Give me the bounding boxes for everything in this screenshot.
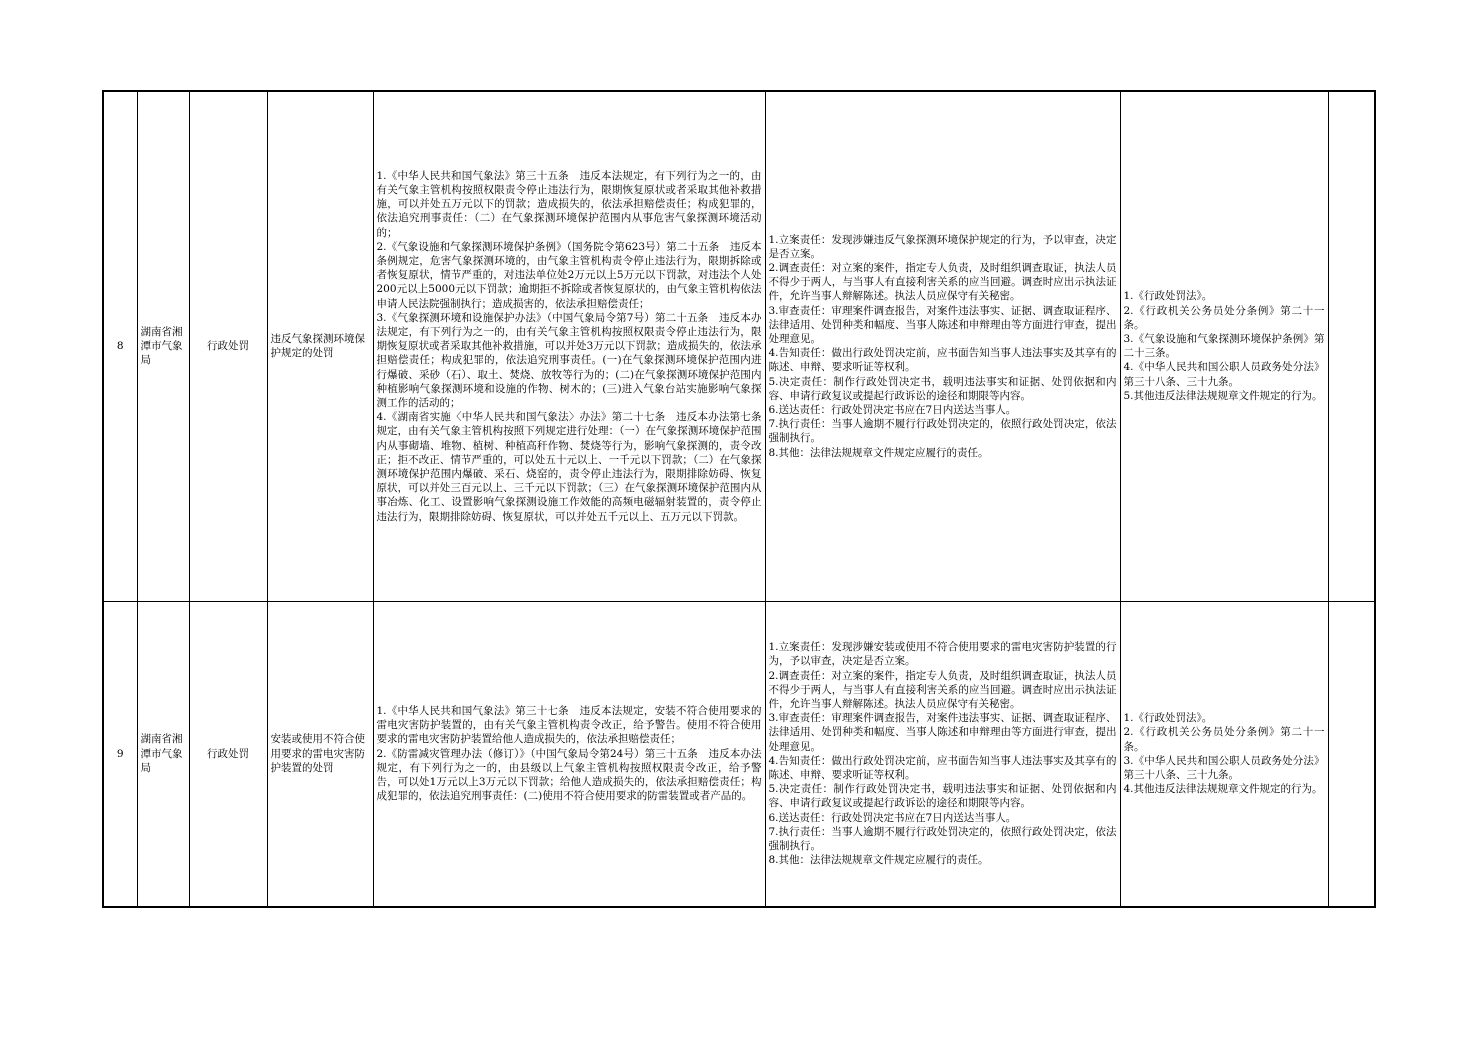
responsibility-cell: [765, 91, 1120, 601]
item-name-cell: 违反气象探测环境保护规定的处罚: [267, 91, 373, 601]
responsibility-item: 8.其他：法律法规规章文件规定应履行的责任。: [768, 446, 989, 459]
responsibility-item: 3.审查责任：审理案件调查报告，对案件违法事实、证据、调查取证程序、法律适用、处罚种类和幅度、当事人陈述和申辩理由等方面进行审查，提出处理意见。: [768, 304, 1117, 346]
note-cell: [1328, 601, 1375, 907]
legal-basis-item: 3.《气象探测环境和设施保护办法》（中国气象局令第7号）第二十五条 违反本办法规定，有下列行为之一的，由有关气象主管机构按照权限责令停止违法行为，限期恢复原状或者采取其他补救措施，可以并处3万元以下罚款；造成损失的，依法承担赔偿责任；构成犯罪的，依法追究刑事责任。(一)在气象探测环境保护范围内进行爆破、采砂（石）、取土、焚烧、放牧等行为的；(二)在气象探测环境保护范围内种植影响气象探测环境和设施的作物、树木的；(三)进入气象台站实施影响气象探测工作的活动的；: [376, 311, 762, 409]
table-row: [103, 91, 1375, 601]
legal-basis-item: 2.《气象设施和气象探测环境保护条例》（国务院令第623号）第二十五条 违反本条例规定，危害气象探测环境的，由气象主管机构责令停止违法行为，限期拆除或者恢复原状，情节严重的，对违法单位处2万元以上5万元以下罚款，对违法个人处200元以上5000元以下罚款；逾期拒不拆除或者恢复原状的，由气象主管机构依法申请人民法院强制执行；造成损害的，依法承担赔偿责任；: [376, 240, 762, 310]
power-type-cell: 行政处罚: [189, 601, 267, 907]
responsibility-cell: [765, 601, 1120, 907]
responsibility-item: 4.告知责任：做出行政处罚决定前，应书面告知当事人违法事实及其享有的陈述、申辩、要求听证等权利。: [768, 754, 1117, 781]
accountability-cell: [1120, 601, 1328, 907]
item-name-cell: 安装或使用不符合使用要求的雷电灾害防护装置的处罚: [267, 601, 373, 907]
accountability-item: 4.其他违反法律法规规章文件规定的行为。: [1123, 783, 1323, 796]
legal-basis-item: 1.《中华人民共和国气象法》第三十五条 违反本法规定，有下列行为之一的，由有关气象主管机构按照权限责令停止违法行为，限期恢复原状或者采取其他补救措施，可以并处五万元以下的罚款；造成损失的，依法承担赔偿责任；构成犯罪的，依法追究刑事责任：（二）在气象探测环境保护范围内从事危害气象探测环境活动的；: [376, 169, 762, 239]
responsibility-item: 2.调查责任：对立案的案件，指定专人负责，及时组织调查取证，执法人员不得少于两人，与当事人有直接利害关系的应当回避。调查时应出示执法证件，允许当事人辩解陈述。执法人员应保守有关秘密。: [768, 669, 1117, 710]
department-cell: 湖南省湘潭市气象局: [137, 91, 189, 601]
legal-basis-item: 2.《防雷减灾管理办法（修订）》（中国气象局令第24号）第三十五条 违反本办法规定，有下列行为之一的，由县级以上气象主管机构按照权限责令改正，给予警告，可以处1万元以上3万元以下罚款；给他人造成损失的，依法承担赔偿责任；构成犯罪的，依法追究刑事责任：(二)使用不符合使用要求的防雷装置或者产品的。: [376, 747, 762, 803]
responsibility-item: 7.执行责任：当事人逾期不履行行政处罚决定的，依照行政处罚决定，依法强制执行。: [768, 825, 1117, 852]
power-type-cell: 行政处罚: [189, 91, 267, 601]
note-cell: [1328, 91, 1375, 601]
responsibility-item: 1.立案责任：发现涉嫌违反气象探测环境保护规定的行为，予以审查，决定是否立案。: [768, 233, 1117, 260]
responsibility-item: 2.调查责任：对立案的案件，指定专人负责，及时组织调查取证，执法人员不得少于两人，与当事人有直接利害关系的应当回避。调查时应出示执法证件，允许当事人辩解陈述。执法人员应保守有关秘密。: [768, 262, 1117, 303]
row-number: 8: [103, 91, 137, 601]
responsibility-item: 4.告知责任：做出行政处罚决定前，应书面告知当事人违法事实及其享有的陈述、申辩、要求听证等权利。: [768, 347, 1117, 374]
responsibility-item: 7.执行责任：当事人逾期不履行行政处罚决定的，依照行政处罚决定，依法强制执行。: [768, 418, 1117, 445]
row-number: 9: [103, 601, 137, 907]
accountability-item: 3.《气象设施和气象探测环境保护条例》第二十三条。: [1123, 333, 1325, 360]
responsibility-item: 8.其他：法律法规规章文件规定应履行的责任。: [768, 854, 989, 867]
responsibility-item: 1.立案责任：发现涉嫌安装或使用不符合使用要求的雷电灾害防护装置的行为，予以审查，决定是否立案。: [768, 641, 1117, 668]
legal-basis-item: 4.《湖南省实施〈中华人民共和国气象法〉办法》第二十七条 违反本办法第七条规定，由有关气象主管机构按照下列规定进行处理：（一）在气象探测环境保护范围内从事砌墙、堆物、植树、种植高秆作物、焚烧等行为，影响气象探测的，责令改正；拒不改正、情节严重的，可以处五十元以上、一千元以下罚款；（二）在气象探测环境保护范围内爆破、采石、烧窑的，责令停止违法行为，限期排除妨碍、恢复原状，可以并处三百元以上、三千元以下罚款；（三）在气象探测环境保护范围内从事冶炼、化工、设置影响气象探测设施工作效能的高频电磁辐射装置的，责令停止违法行为，限期排除妨碍、恢复原状，可以并处五千元以上、五万元以下罚款。: [376, 411, 762, 523]
accountability-item: 4.《中华人民共和国公职人员政务处分法》第三十八条、三十九条。: [1123, 361, 1325, 388]
responsibility-item: 5.决定责任：制作行政处罚决定书，载明违法事实和证据、处罚依据和内容、申请行政复议或提起行政诉讼的途径和期限等内容。: [768, 783, 1117, 810]
accountability-item: 1.《行政处罚法》。: [1123, 290, 1213, 303]
responsibility-item: 6.送达责任：行政处罚决定书应在7日内送达当事人。: [768, 811, 1017, 824]
accountability-item: 5.其他违反法律法规规章文件规定的行为。: [1123, 389, 1323, 402]
table-row: [103, 601, 1375, 907]
department-cell: 湖南省湘潭市气象局: [137, 601, 189, 907]
legal-basis-item: 1.《中华人民共和国气象法》第三十七条 违反本法规定，安装不符合使用要求的雷电灾害防护装置的，由有关气象主管机构责令改正，给予警告。使用不符合使用要求的雷电灾害防护装置给他人造成损失的，依法承担赔偿责任；: [376, 705, 762, 746]
responsibility-item: 3.审查责任：审理案件调查报告，对案件违法事实、证据、调查取证程序、法律适用、处罚种类和幅度、当事人陈述和申辩理由等方面进行审查，提出处理意见。: [768, 712, 1117, 753]
responsibility-item: 6.送达责任：行政处罚决定书应在7日内送达当事人。: [768, 404, 1017, 417]
accountability-item: 1.《行政处罚法》。: [1123, 712, 1213, 725]
power-list-table: [102, 90, 1376, 908]
legal-basis-cell: [373, 91, 765, 601]
accountability-item: 2.《行政机关公务员处分条例》第二十一条。: [1123, 726, 1325, 753]
accountability-cell: [1120, 91, 1328, 601]
legal-basis-cell: [373, 601, 765, 907]
accountability-item: 3.《中华人民共和国公职人员政务处分法》第三十八条、三十九条。: [1123, 754, 1325, 781]
accountability-item: 2.《行政机关公务员处分条例》第二十一条。: [1123, 304, 1325, 331]
responsibility-item: 5.决定责任：制作行政处罚决定书，载明违法事实和证据、处罚依据和内容、申请行政复议或提起行政诉讼的途径和期限等内容。: [768, 375, 1117, 402]
